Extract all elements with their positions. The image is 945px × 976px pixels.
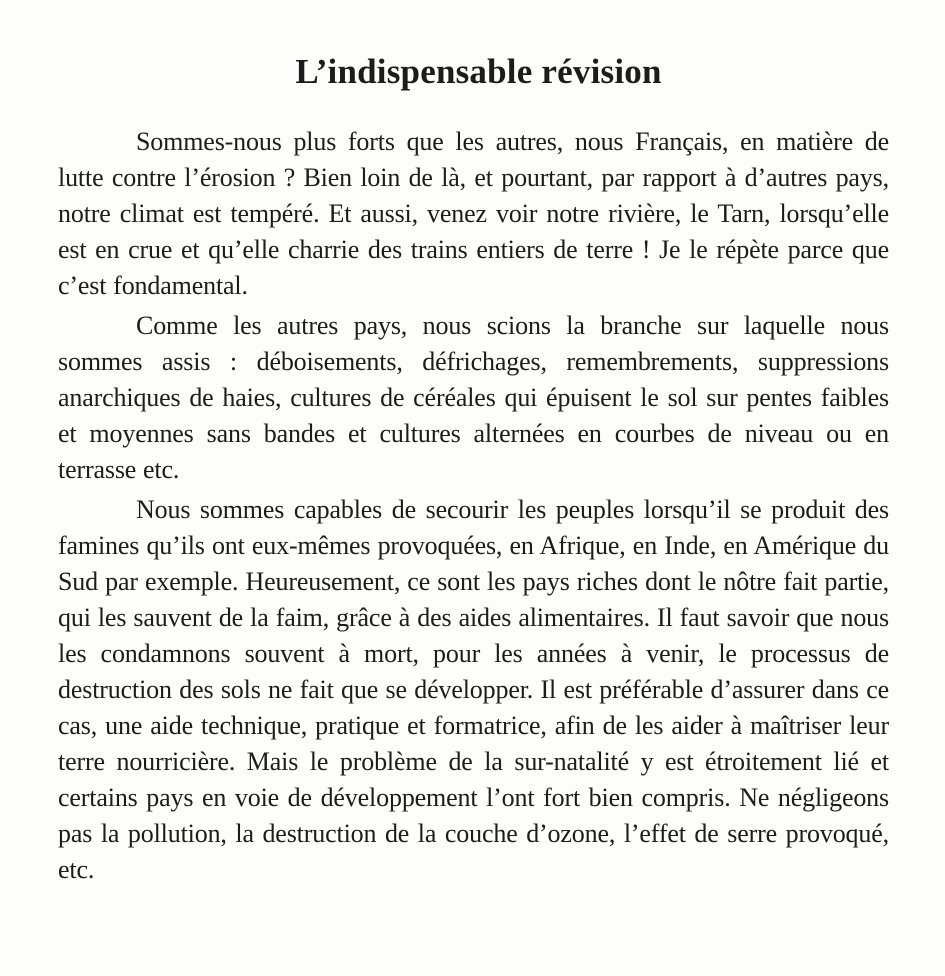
- body-text: [58, 124, 889, 888]
- page-title: L’indispensable révision: [295, 52, 662, 91]
- paragraph-2: Comme les autres pays, nous scions la branche sur laquelle nous sommes assis : déboisements, défrichages, remembrements, suppressions anarchiques de haies, cultures de céréales qui épuisent le sol sur pentes faibles et moyennes sans bandes et cultures alternées en courbes de niveau ou en terrasse etc.: [58, 311, 889, 484]
- paragraph-3: Nous sommes capables de secourir les peuples lorsqu’il se produit des famines qu’ils ont eux-mêmes provoquées, en Afrique, en Inde, en Amérique du Sud par exemple. Heureusement, ce sont les pays riches dont le nôtre fait partie, qui les sauvent de la faim, grâce à des aides alimentaires. Il faut savoir que nous les condamnons souvent à mort, pour les années à venir, le processus de destruction des sols ne fait que se développer. Il est préférable d’assurer dans ce cas, une aide technique, pratique et formatrice, afin de les aider à maîtriser leur terre nourricière. Mais le problème de la sur-natalité y est étroitement lié et certains pays en voie de développement l’ont fort bien compris. Ne négligeons pas la pollution, la destruction de la couche d’ozone, l’effet de serre provoqué, etc.: [58, 495, 889, 884]
- paragraph-1: Sommes-nous plus forts que les autres, nous Français, en matière de lutte contre l’érosion ? Bien loin de là, et pourtant, par rapport à d’autres pays, notre climat est tempéré. Et aussi, venez voir notre rivière, le Tarn, lorsqu’elle est en crue et qu’elle charrie des trains entiers de terre ! Je le répète parce que c’est fondamental.: [58, 127, 889, 300]
